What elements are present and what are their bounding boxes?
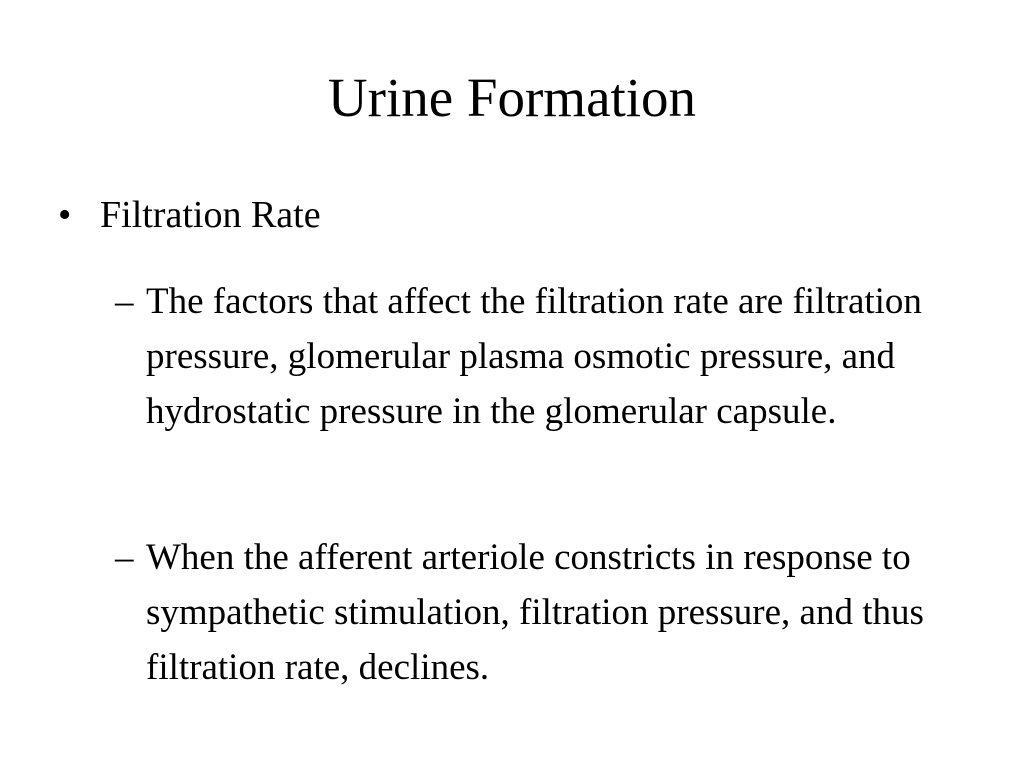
subpoint-text: When the afferent arteriole constricts in response to sympathetic stimulation, filtration pressure, and thus filtration rate, declines.: [146, 537, 924, 688]
bullet-filtration-rate: [58, 188, 958, 242]
dash-marker: –: [115, 281, 134, 322]
bullet-marker: •: [58, 194, 72, 236]
bullet-text: Filtration Rate: [100, 194, 321, 236]
slide-title: Urine Formation: [327, 67, 697, 128]
subpoint-text: The factors that affect the filtration rate are filtration pressure, glomerular plasma osmotic pressure, and hydrostatic pressure in the glomerular capsule.: [146, 281, 922, 432]
dash-marker: –: [115, 537, 134, 578]
subpoint-factors: [115, 274, 986, 439]
subpoint-afferent-arteriole: [115, 530, 986, 695]
